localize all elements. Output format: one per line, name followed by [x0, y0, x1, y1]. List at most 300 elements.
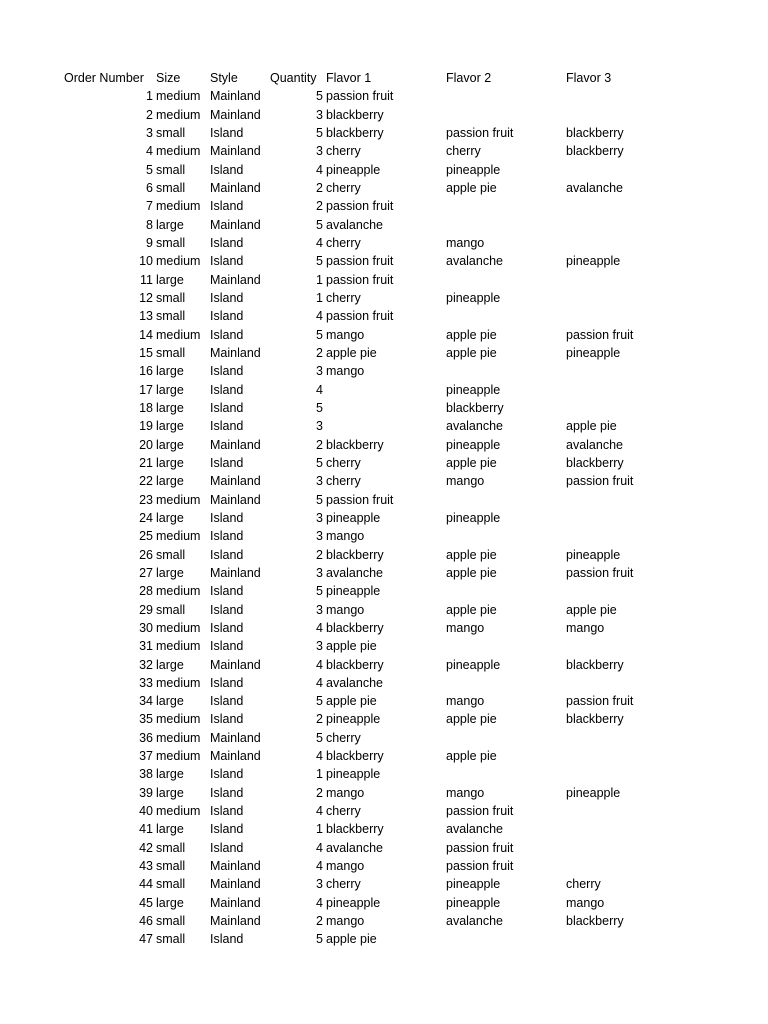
- cell-size: small: [156, 859, 186, 874]
- cell-style: Mainland: [210, 272, 261, 287]
- cell-order-number: 18: [139, 400, 153, 415]
- cell-order-number: 45: [139, 895, 153, 910]
- table-row: [0, 106, 768, 124]
- cell-order-number: 33: [139, 675, 153, 690]
- cell-size: small: [156, 345, 186, 360]
- cell-style: Mainland: [210, 657, 261, 672]
- cell-order-number: 4: [146, 144, 153, 159]
- cell-flavor-2: avalanche: [446, 822, 503, 837]
- cell-size: small: [156, 932, 186, 947]
- cell-quantity: 5: [316, 400, 323, 415]
- cell-size: small: [156, 290, 186, 305]
- cell-quantity: 3: [316, 565, 323, 580]
- cell-flavor-2: pineapple: [446, 162, 501, 177]
- cell-size: large: [156, 474, 184, 489]
- cell-style: Island: [210, 932, 244, 947]
- cell-flavor-3: blackberry: [566, 657, 624, 672]
- table-row: [0, 637, 768, 655]
- header-flavor-3: Flavor 3: [566, 71, 612, 85]
- table-row: [0, 216, 768, 234]
- cell-style: Island: [210, 290, 244, 305]
- cell-style: Island: [210, 455, 244, 470]
- cell-style: Mainland: [210, 565, 261, 580]
- table-row: [0, 454, 768, 472]
- table-row: [0, 491, 768, 509]
- cell-order-number: 39: [139, 785, 153, 800]
- cell-quantity: 3: [316, 639, 323, 654]
- cell-order-number: 12: [139, 290, 153, 305]
- cell-quantity: 2: [316, 712, 323, 727]
- cell-flavor-1: avalanche: [326, 217, 383, 232]
- cell-style: Mainland: [210, 89, 261, 104]
- table-row: [0, 656, 768, 674]
- table-row: [0, 252, 768, 270]
- cell-quantity: 1: [316, 290, 323, 305]
- cell-size: large: [156, 657, 184, 672]
- cell-style: Island: [210, 840, 244, 855]
- cell-order-number: 3: [146, 125, 153, 140]
- cell-size: medium: [156, 107, 201, 122]
- cell-flavor-1: cherry: [326, 290, 361, 305]
- cell-size: medium: [156, 730, 201, 745]
- cell-flavor-2: blackberry: [446, 400, 504, 415]
- cell-quantity: 2: [316, 437, 323, 452]
- cell-flavor-3: passion fruit: [566, 565, 634, 580]
- cell-flavor-3: pineapple: [566, 547, 621, 562]
- cell-order-number: 21: [139, 455, 153, 470]
- cell-order-number: 13: [139, 309, 153, 324]
- cell-flavor-1: cherry: [326, 730, 361, 745]
- table-row: [0, 509, 768, 527]
- cell-flavor-2: mango: [446, 235, 485, 250]
- cell-flavor-1: cherry: [326, 180, 361, 195]
- cell-style: Mainland: [210, 877, 261, 892]
- cell-quantity: 2: [316, 199, 323, 214]
- cell-flavor-1: mango: [326, 859, 365, 874]
- table-row: [0, 839, 768, 857]
- cell-quantity: 3: [316, 107, 323, 122]
- cell-quantity: 4: [316, 382, 323, 397]
- cell-order-number: 27: [139, 565, 153, 580]
- cell-flavor-3: avalanche: [566, 180, 623, 195]
- cell-flavor-1: blackberry: [326, 125, 384, 140]
- cell-style: Island: [210, 822, 244, 837]
- cell-order-number: 25: [139, 529, 153, 544]
- table-row: [0, 381, 768, 399]
- cell-size: large: [156, 272, 184, 287]
- cell-flavor-2: pineapple: [446, 657, 501, 672]
- table-row: [0, 857, 768, 875]
- header-size: Size: [156, 71, 181, 85]
- table-row: [0, 802, 768, 820]
- cell-style: Island: [210, 327, 244, 342]
- cell-flavor-1: cherry: [326, 877, 361, 892]
- cell-quantity: 4: [316, 675, 323, 690]
- cell-style: Island: [210, 254, 244, 269]
- cell-flavor-1: blackberry: [326, 822, 384, 837]
- cell-quantity: 4: [316, 657, 323, 672]
- cell-flavor-2: apple pie: [446, 749, 497, 764]
- cell-flavor-2: apple pie: [446, 180, 497, 195]
- cell-flavor-3: apple pie: [566, 602, 617, 617]
- cell-flavor-3: passion fruit: [566, 327, 634, 342]
- cell-flavor-3: pineapple: [566, 345, 621, 360]
- cell-quantity: 1: [316, 272, 323, 287]
- cell-flavor-2: mango: [446, 694, 485, 709]
- cell-flavor-1: passion fruit: [326, 272, 394, 287]
- cell-size: medium: [156, 620, 201, 635]
- table-row: [0, 234, 768, 252]
- header-order-number: Order Number: [64, 71, 144, 85]
- cell-flavor-1: passion fruit: [326, 309, 394, 324]
- table-row: [0, 197, 768, 215]
- cell-style: Island: [210, 547, 244, 562]
- cell-flavor-1: blackberry: [326, 749, 384, 764]
- cell-order-number: 44: [139, 877, 153, 892]
- cell-size: large: [156, 437, 184, 452]
- cell-quantity: 4: [316, 235, 323, 250]
- cell-flavor-2: passion fruit: [446, 804, 514, 819]
- header-style: Style: [210, 71, 238, 85]
- table-row: [0, 875, 768, 893]
- cell-flavor-1: avalanche: [326, 565, 383, 580]
- cell-flavor-1: apple pie: [326, 694, 377, 709]
- cell-flavor-2: pineapple: [446, 290, 501, 305]
- cell-style: Island: [210, 712, 244, 727]
- cell-quantity: 5: [316, 254, 323, 269]
- cell-order-number: 38: [139, 767, 153, 782]
- cell-order-number: 47: [139, 932, 153, 947]
- table-row: [0, 582, 768, 600]
- cell-quantity: 2: [316, 914, 323, 929]
- cell-quantity: 2: [316, 547, 323, 562]
- cell-flavor-1: cherry: [326, 804, 361, 819]
- cell-order-number: 43: [139, 859, 153, 874]
- cell-size: medium: [156, 144, 201, 159]
- cell-flavor-1: blackberry: [326, 437, 384, 452]
- cell-flavor-1: passion fruit: [326, 89, 394, 104]
- table-row: [0, 124, 768, 142]
- cell-flavor-3: mango: [566, 895, 605, 910]
- cell-quantity: 5: [316, 932, 323, 947]
- cell-size: large: [156, 400, 184, 415]
- cell-flavor-2: mango: [446, 474, 485, 489]
- table-row: [0, 930, 768, 948]
- cell-flavor-1: avalanche: [326, 840, 383, 855]
- cell-style: Mainland: [210, 492, 261, 507]
- cell-order-number: 9: [146, 235, 153, 250]
- cell-flavor-1: mango: [326, 364, 365, 379]
- cell-style: Island: [210, 309, 244, 324]
- cell-flavor-3: blackberry: [566, 455, 624, 470]
- table-row: [0, 729, 768, 747]
- table-row: [0, 894, 768, 912]
- cell-size: medium: [156, 327, 201, 342]
- cell-flavor-2: apple pie: [446, 345, 497, 360]
- cell-quantity: 3: [316, 877, 323, 892]
- cell-flavor-1: blackberry: [326, 547, 384, 562]
- table-row: [0, 161, 768, 179]
- cell-order-number: 24: [139, 510, 153, 525]
- cell-style: Island: [210, 162, 244, 177]
- cell-quantity: 5: [316, 584, 323, 599]
- cell-quantity: 3: [316, 474, 323, 489]
- cell-order-number: 23: [139, 492, 153, 507]
- cell-quantity: 2: [316, 785, 323, 800]
- cell-order-number: 1: [146, 89, 153, 104]
- cell-order-number: 19: [139, 419, 153, 434]
- table-row: [0, 527, 768, 545]
- cell-style: Island: [210, 694, 244, 709]
- cell-flavor-1: passion fruit: [326, 492, 394, 507]
- cell-style: Island: [210, 199, 244, 214]
- cell-flavor-1: pineapple: [326, 767, 381, 782]
- cell-flavor-2: cherry: [446, 144, 481, 159]
- cell-size: large: [156, 510, 184, 525]
- cell-quantity: 4: [316, 162, 323, 177]
- cell-flavor-2: mango: [446, 785, 485, 800]
- cell-flavor-1: mango: [326, 914, 365, 929]
- cell-style: Island: [210, 639, 244, 654]
- cell-flavor-1: apple pie: [326, 639, 377, 654]
- cell-flavor-2: apple pie: [446, 602, 497, 617]
- cell-style: Mainland: [210, 859, 261, 874]
- cell-quantity: 5: [316, 327, 323, 342]
- cell-flavor-1: blackberry: [326, 620, 384, 635]
- cell-quantity: 5: [316, 217, 323, 232]
- cell-flavor-2: apple pie: [446, 455, 497, 470]
- table-row: [0, 601, 768, 619]
- table-row: [0, 399, 768, 417]
- cell-flavor-3: mango: [566, 620, 605, 635]
- cell-flavor-2: apple pie: [446, 547, 497, 562]
- cell-quantity: 3: [316, 602, 323, 617]
- cell-quantity: 3: [316, 529, 323, 544]
- cell-flavor-1: cherry: [326, 455, 361, 470]
- cell-order-number: 10: [139, 254, 153, 269]
- cell-style: Island: [210, 804, 244, 819]
- cell-style: Island: [210, 235, 244, 250]
- cell-size: small: [156, 125, 186, 140]
- table-row: [0, 710, 768, 728]
- cell-flavor-2: apple pie: [446, 327, 497, 342]
- cell-order-number: 17: [139, 382, 153, 397]
- cell-quantity: 4: [316, 859, 323, 874]
- cell-flavor-1: pineapple: [326, 162, 381, 177]
- cell-quantity: 5: [316, 694, 323, 709]
- cell-order-number: 34: [139, 694, 153, 709]
- cell-flavor-3: cherry: [566, 877, 601, 892]
- cell-style: Island: [210, 419, 244, 434]
- cell-order-number: 26: [139, 547, 153, 562]
- cell-quantity: 4: [316, 895, 323, 910]
- cell-order-number: 11: [140, 272, 153, 287]
- cell-order-number: 36: [139, 730, 153, 745]
- cell-order-number: 28: [139, 584, 153, 599]
- cell-size: large: [156, 785, 184, 800]
- cell-quantity: 3: [316, 419, 323, 434]
- cell-flavor-3: apple pie: [566, 419, 617, 434]
- cell-size: medium: [156, 199, 201, 214]
- cell-order-number: 30: [139, 620, 153, 635]
- table-row: [0, 417, 768, 435]
- cell-style: Island: [210, 382, 244, 397]
- cell-size: medium: [156, 804, 201, 819]
- table-row: [0, 289, 768, 307]
- cell-flavor-3: blackberry: [566, 914, 624, 929]
- cell-order-number: 8: [146, 217, 153, 232]
- cell-style: Island: [210, 767, 244, 782]
- cell-style: Island: [210, 584, 244, 599]
- cell-size: small: [156, 914, 186, 929]
- cell-flavor-1: mango: [326, 602, 365, 617]
- table-row: [0, 179, 768, 197]
- cell-style: Mainland: [210, 107, 261, 122]
- table-row: [0, 546, 768, 564]
- cell-size: medium: [156, 492, 201, 507]
- cell-size: small: [156, 162, 186, 177]
- cell-flavor-2: passion fruit: [446, 125, 514, 140]
- cell-order-number: 2: [146, 107, 153, 122]
- cell-order-number: 14: [139, 327, 153, 342]
- cell-style: Mainland: [210, 345, 261, 360]
- cell-flavor-1: mango: [326, 785, 365, 800]
- cell-flavor-1: avalanche: [326, 675, 383, 690]
- cell-order-number: 16: [139, 364, 153, 379]
- header-row: [0, 69, 768, 87]
- cell-order-number: 46: [139, 914, 153, 929]
- cell-flavor-1: pineapple: [326, 584, 381, 599]
- cell-flavor-3: pineapple: [566, 254, 621, 269]
- cell-quantity: 5: [316, 492, 323, 507]
- table-row: [0, 472, 768, 490]
- cell-flavor-2: passion fruit: [446, 840, 514, 855]
- cell-quantity: 1: [316, 822, 323, 837]
- cell-flavor-1: cherry: [326, 235, 361, 250]
- cell-style: Mainland: [210, 180, 261, 195]
- cell-style: Island: [210, 620, 244, 635]
- table-row: [0, 820, 768, 838]
- cell-flavor-1: blackberry: [326, 107, 384, 122]
- cell-order-number: 7: [146, 199, 153, 214]
- cell-flavor-2: passion fruit: [446, 859, 514, 874]
- cell-order-number: 15: [139, 345, 153, 360]
- cell-order-number: 31: [139, 639, 153, 654]
- cell-size: small: [156, 602, 186, 617]
- cell-style: Mainland: [210, 895, 261, 910]
- cell-order-number: 40: [139, 804, 153, 819]
- cell-flavor-1: mango: [326, 327, 365, 342]
- cell-style: Island: [210, 510, 244, 525]
- table-row: [0, 436, 768, 454]
- cell-order-number: 32: [139, 657, 153, 672]
- cell-size: small: [156, 547, 186, 562]
- cell-flavor-1: passion fruit: [326, 199, 394, 214]
- cell-quantity: 3: [316, 364, 323, 379]
- cell-flavor-3: blackberry: [566, 144, 624, 159]
- cell-size: medium: [156, 749, 201, 764]
- cell-size: small: [156, 309, 186, 324]
- cell-flavor-2: avalanche: [446, 914, 503, 929]
- cell-order-number: 22: [139, 474, 153, 489]
- cell-size: large: [156, 694, 184, 709]
- cell-size: large: [156, 419, 184, 434]
- cell-quantity: 4: [316, 620, 323, 635]
- cell-style: Island: [210, 364, 244, 379]
- cell-flavor-1: passion fruit: [326, 254, 394, 269]
- table-row: [0, 344, 768, 362]
- cell-quantity: 1: [316, 767, 323, 782]
- table-row: [0, 692, 768, 710]
- cell-size: large: [156, 455, 184, 470]
- cell-quantity: 4: [316, 749, 323, 764]
- cell-flavor-3: blackberry: [566, 712, 624, 727]
- table-row: [0, 747, 768, 765]
- cell-order-number: 29: [139, 602, 153, 617]
- cell-size: large: [156, 767, 184, 782]
- cell-style: Island: [210, 785, 244, 800]
- cell-style: Mainland: [210, 914, 261, 929]
- cell-quantity: 3: [316, 144, 323, 159]
- cell-order-number: 6: [146, 180, 153, 195]
- cell-size: medium: [156, 712, 201, 727]
- cell-size: large: [156, 382, 184, 397]
- cell-quantity: 2: [316, 345, 323, 360]
- cell-flavor-2: apple pie: [446, 712, 497, 727]
- table-row: [0, 271, 768, 289]
- cell-flavor-3: avalanche: [566, 437, 623, 452]
- cell-flavor-1: mango: [326, 529, 365, 544]
- cell-flavor-3: passion fruit: [566, 694, 634, 709]
- cell-quantity: 4: [316, 309, 323, 324]
- cell-size: medium: [156, 675, 201, 690]
- cell-size: small: [156, 235, 186, 250]
- cell-flavor-2: pineapple: [446, 877, 501, 892]
- cell-flavor-1: apple pie: [326, 932, 377, 947]
- table-row: [0, 142, 768, 160]
- header-flavor-1: Flavor 1: [326, 71, 372, 85]
- cell-style: Mainland: [210, 217, 261, 232]
- cell-quantity: 2: [316, 180, 323, 195]
- cell-flavor-3: passion fruit: [566, 474, 634, 489]
- table-row: [0, 326, 768, 344]
- spreadsheet: [0, 69, 768, 949]
- cell-quantity: 4: [316, 804, 323, 819]
- cell-size: large: [156, 895, 184, 910]
- cell-flavor-3: pineapple: [566, 785, 621, 800]
- header-quantity: Quantity: [270, 71, 317, 85]
- cell-style: Mainland: [210, 730, 261, 745]
- cell-style: Island: [210, 602, 244, 617]
- cell-order-number: 35: [139, 712, 153, 727]
- cell-size: large: [156, 364, 184, 379]
- table-row: [0, 307, 768, 325]
- cell-flavor-2: pineapple: [446, 437, 501, 452]
- cell-size: large: [156, 822, 184, 837]
- header-flavor-2: Flavor 2: [446, 71, 492, 85]
- cell-style: Island: [210, 125, 244, 140]
- table-row: [0, 912, 768, 930]
- cell-order-number: 5: [146, 162, 153, 177]
- cell-order-number: 41: [139, 822, 153, 837]
- cell-flavor-2: pineapple: [446, 382, 501, 397]
- table-row: [0, 619, 768, 637]
- cell-size: medium: [156, 584, 201, 599]
- cell-style: Mainland: [210, 749, 261, 764]
- cell-style: Island: [210, 529, 244, 544]
- cell-order-number: 20: [139, 437, 153, 452]
- cell-flavor-1: pineapple: [326, 510, 381, 525]
